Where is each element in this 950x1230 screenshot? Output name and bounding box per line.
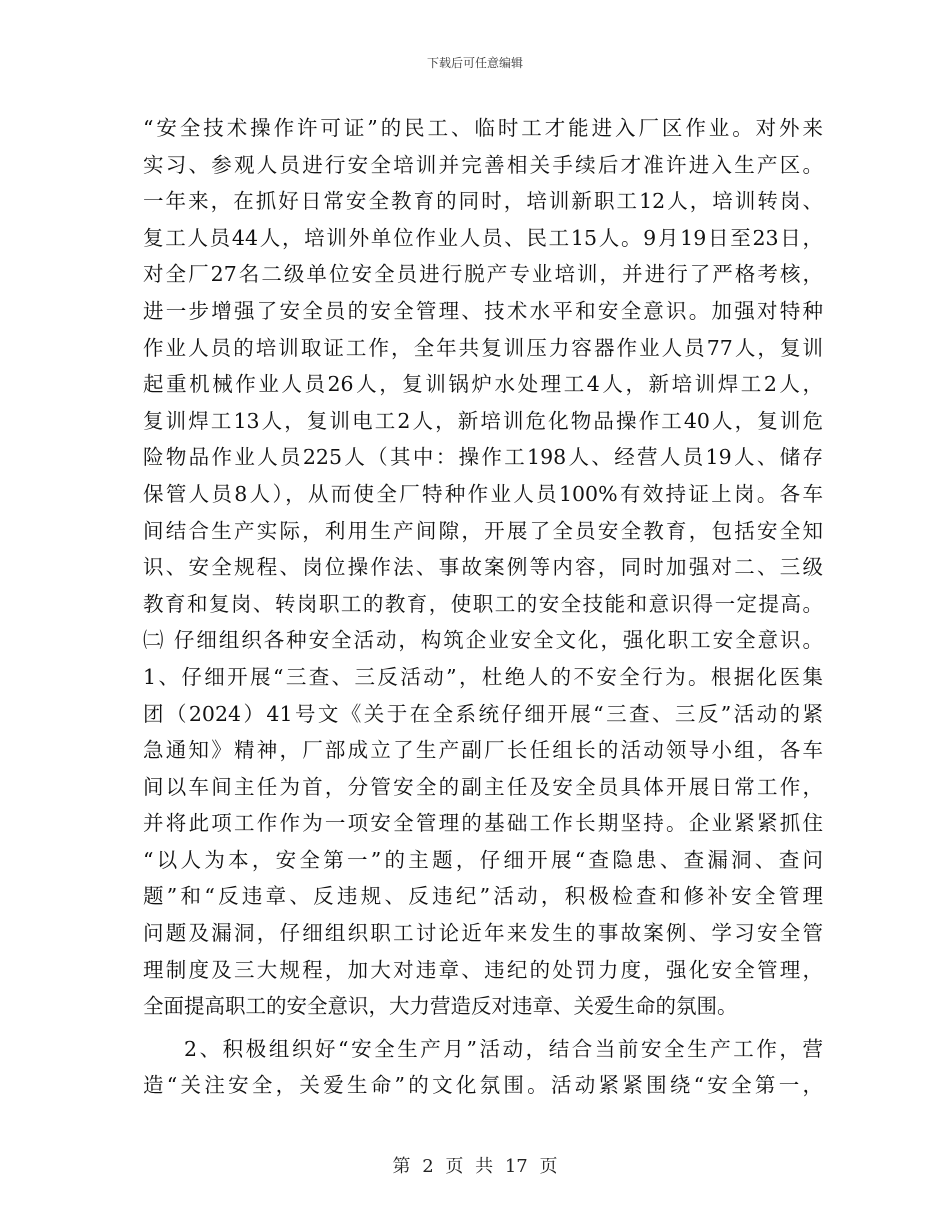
paragraph-line: 造“关注安全，关爱生命”的文化氛围。活动紧紧围绕“安全第一，	[143, 1073, 823, 1098]
page-header: 下载后可任意编辑	[426, 56, 523, 70]
paragraph-line: 识、安全规程、岗位操作法、事故案例等内容，同时加强对二、三级	[143, 555, 823, 580]
paragraph-line: 理制度及三大规程，加大对违章、违纪的处罚力度，强化安全管理，	[143, 957, 823, 982]
paragraph-line: 并将此项工作作为一项安全管理的基础工作长期坚持。企业紧紧抓住	[143, 811, 823, 836]
page-footer: 第 2 页 共 17 页	[392, 1156, 558, 1177]
paragraph-line: 复工人员44人，培训外单位作业人员、民工15人。9月19日至23日，	[143, 225, 823, 250]
paragraph-line: 作业人员的培训取证工作，全年共复训压力容器作业人员77人，复训	[143, 335, 823, 360]
paragraph-line: 起重机械作业人员26人，复训锅炉水处理工4人，新培训焊工2人，	[143, 372, 823, 397]
paragraph-line: “以人为本，安全第一”的主题，仔细开展“查隐患、查漏洞、查问	[143, 847, 823, 872]
paragraph-line: 间以车间主任为首，分管安全的副主任及安全员具体开展日常工作，	[143, 774, 823, 799]
paragraph-line: 教育和复岗、转岗职工的教育，使职工的安全技能和意识得一定提高。	[143, 591, 823, 616]
paragraph-line: 问题及漏洞，仔细组织职工讨论近年来发生的事故案例、学习安全管	[143, 921, 823, 946]
paragraph-line: “安全技术操作许可证”的民工、临时工才能进入厂区作业。对外来	[143, 116, 823, 140]
paragraph-line: 复训焊工13人，复训电工2人，新培训危化物品操作工40人，复训危	[143, 408, 823, 433]
paragraph-line: 2、积极组织好“安全生产月”活动，结合当前安全生产工作，营	[184, 1036, 823, 1061]
section-heading-line: ㈡ 仔细组织各种安全活动，构筑企业安全文化，强化职工安全意识。	[143, 628, 823, 653]
paragraph-line: 团（2024）41号文《关于在全系统仔细开展“三查、三反”活动的紧	[143, 701, 823, 726]
paragraph-line: 对全厂27名二级单位安全员进行脱产专业培训，并进行了严格考核，	[143, 262, 823, 287]
paragraph-line: 全面提高职工的安全意识，大力营造反对违章、关爱生命的氛围。	[143, 994, 738, 1019]
paragraph-line: 题”和“反违章、反违规、反违纪”活动，积极检查和修补安全管理	[143, 884, 823, 909]
paragraph-line: 1、仔细开展“三查、三反活动”，杜绝人的不安全行为。根据化医集	[143, 664, 823, 689]
paragraph-line: 实习、参观人员进行安全培训并完善相关手续后才准许进入生产区。	[143, 152, 823, 177]
body-text	[143, 110, 823, 1104]
paragraph-line: 间结合生产实际，利用生产间隙，开展了全员安全教育，包括安全知	[143, 518, 823, 543]
paragraph-line: 险物品作业人员225人（其中：操作工198人、经营人员19人、储存	[143, 445, 823, 470]
paragraph-line: 进一步增强了安全员的安全管理、技术水平和安全意识。加强对特种	[143, 298, 823, 323]
paragraph-line: 一年来，在抓好日常安全教育的同时，培训新职工12人，培训转岗、	[143, 189, 823, 214]
paragraph-line: 急通知》精神，厂部成立了生产副厂长任组长的活动领导小组，各车	[143, 738, 823, 763]
paragraph-line: 保管人员8人），从而使全厂特种作业人员100%有效持证上岗。各车	[143, 481, 823, 506]
